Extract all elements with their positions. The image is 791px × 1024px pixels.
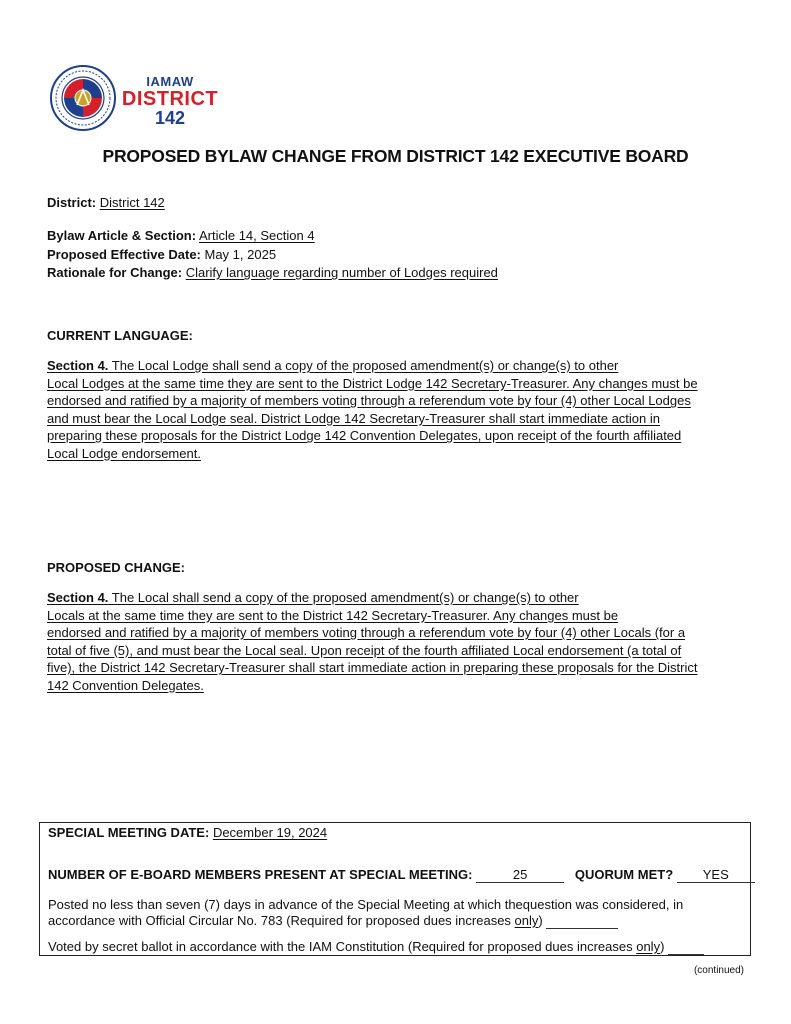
quorum-label: QUORUM MET? [574, 867, 674, 882]
meeting-date-value: December 19, 2024 [212, 825, 328, 840]
meeting-date-label: SPECIAL MEETING DATE: [48, 825, 210, 840]
proposed-line: Locals at the same time they are sent to the District 142 Secretary-Treasurer. Any changes must be [47, 607, 619, 623]
district-field [47, 194, 165, 212]
logo-iamaw-text: IAMAW [146, 74, 194, 89]
rationale-label: Rationale for Change: [47, 265, 183, 280]
secret-ballot-text: Voted by secret ballot in accordance with the IAM Constitution (Required for proposed dues increases [48, 939, 637, 954]
posted-notice-only: only [514, 913, 539, 928]
proposed-line: 142 Convention Delegates. [47, 677, 204, 693]
continued-note: (continued) [693, 965, 744, 976]
quorum-value: YES [677, 867, 755, 883]
effective-date-label: Proposed Effective Date: [47, 247, 201, 262]
proposed-line-text: The Local shall send a copy of the proposed amendment(s) or change(s) to other [108, 590, 579, 605]
proposed-line: five), the District 142 Secretary-Treasurer shall start immediate action in preparing these proposals for the District [47, 660, 698, 675]
proposed-line: endorsed and ratified by a majority of members voting through a referendum vote by four (4) other Locals (for a [47, 625, 686, 640]
logo-district-text: DISTRICT [121, 88, 219, 110]
secret-ballot-close: ) [660, 939, 665, 954]
article-value: Article 14, Section 4 [198, 228, 315, 243]
current-line-text: The Local Lodge shall send a copy of the proposed amendment(s) or change(s) to other [108, 358, 619, 373]
posted-notice-row [48, 897, 683, 929]
current-line: preparing these proposals for the District Lodge 142 Convention Delegates, upon receipt of the fourth affiliated [47, 428, 682, 443]
current-line: Local Lodge endorsement. [47, 445, 201, 461]
rationale-value: Clarify language regarding number of Lodges required [185, 265, 498, 280]
proposed-section-lead: Section 4. [47, 590, 109, 605]
members-present-row [48, 867, 755, 883]
current-line [47, 357, 747, 375]
special-meeting-box [39, 822, 751, 956]
members-present-value: 25 [476, 867, 564, 883]
proposed-change-paragraph [47, 589, 747, 694]
effective-date-value: May 1, 2025 [204, 247, 277, 262]
posted-notice-line-2 [48, 913, 683, 929]
current-line: Local Lodges at the same time they are sent to the District Lodge 142 Secretary-Treasurer. Any changes must be [47, 375, 698, 391]
current-language-heading: CURRENT LANGUAGE: [47, 328, 193, 343]
current-line: and must bear the Local Lodge seal. District Lodge 142 Secretary-Treasurer shall start immediate action in [47, 410, 660, 426]
district-logo [50, 65, 220, 131]
district-value: District 142 [99, 195, 165, 210]
posted-notice-line-1: Posted no less than seven (7) days in advance of the Special Meeting at which thequestion was considered, in [48, 897, 684, 912]
iam-seal-icon [50, 65, 116, 131]
meeting-date-row [48, 825, 327, 841]
article-field [47, 227, 315, 245]
posted-notice-close: ) [538, 913, 543, 928]
proposed-line: total of five (5), and must bear the Local seal. Upon receipt of the fourth affiliated Local endorsement (a total of [47, 642, 682, 658]
current-section-lead: Section 4. [47, 358, 109, 373]
current-line: endorsed and ratified by a majority of members voting through a referendum vote by four (4) other Local Lodges [47, 393, 691, 408]
secret-ballot-only: only [636, 939, 661, 954]
proposed-line [47, 589, 747, 607]
posted-notice-blank [546, 913, 618, 929]
district-label: District: [47, 195, 97, 210]
members-present-label: NUMBER OF E-BOARD MEMBERS PRESENT AT SPECIAL MEETING: [48, 867, 473, 882]
logo-wordmark [120, 75, 220, 127]
secret-ballot-row [48, 939, 704, 955]
effective-date-field [47, 246, 276, 264]
proposed-change-heading: PROPOSED CHANGE: [47, 560, 185, 575]
rationale-field [47, 264, 498, 282]
secret-ballot-blank [668, 939, 704, 955]
page-title: PROPOSED BYLAW CHANGE FROM DISTRICT 142 EXECUTIVE BOARD [102, 146, 689, 166]
logo-number-text: 142 [154, 108, 186, 128]
article-label: Bylaw Article & Section: [47, 228, 197, 243]
posted-notice-text: accordance with Official Circular No. 783 (Required for proposed dues increases [48, 913, 515, 928]
current-language-paragraph [47, 357, 747, 462]
